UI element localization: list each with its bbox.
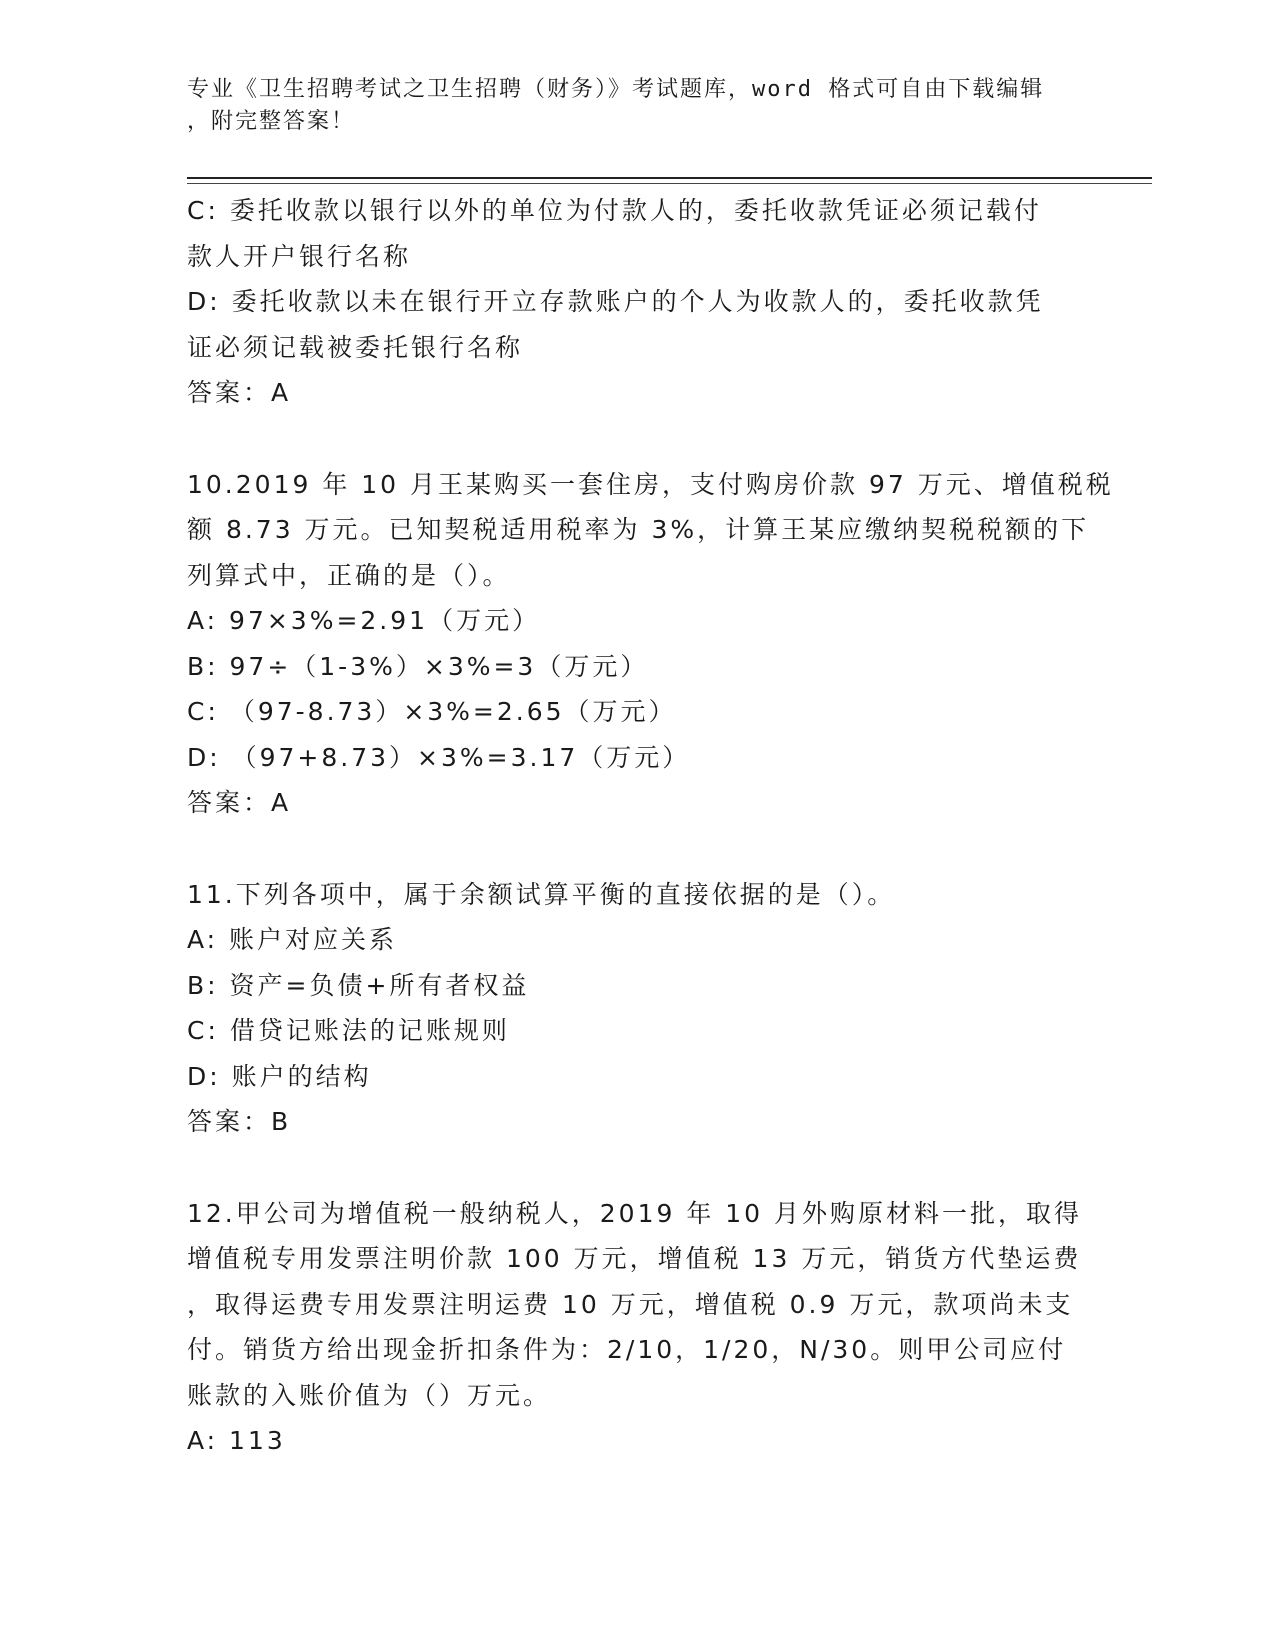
option-d: D: 账户的结构 <box>187 1061 372 1091</box>
document-body <box>187 188 1114 1464</box>
option-d-line2: 证必须记载被委托银行名称 <box>187 332 524 362</box>
question-stem-line2: 额 8.73 万元。已知契税适用税率为 3%，计算王某应缴纳契税税额的下 <box>187 515 1090 544</box>
header-divider-thick <box>187 177 1152 179</box>
option-a: A: 113 <box>187 1426 286 1455</box>
question-stem-line3: ，取得运费专用发票注明运费 10 万元，增值税 0.9 万元，款项尚未支 <box>187 1289 1074 1319</box>
header-divider-thin <box>187 183 1152 184</box>
option-b: B: 97÷（1-3%）×3%=3（万元） <box>187 651 649 681</box>
option-c-line2: 款人开户银行名称 <box>187 241 412 271</box>
option-d: D: （97+8.73）×3%=3.17（万元） <box>187 742 691 772</box>
option-a: A: 账户对应关系 <box>187 925 398 954</box>
question-stem-line4: 付。销货方给出现金折扣条件为：2/10，1/20，N/30。则甲公司应付 <box>187 1335 1067 1364</box>
option-a: A: 97×3%=2.91（万元） <box>187 606 541 635</box>
spacer <box>187 826 1087 872</box>
page-header <box>187 74 1067 138</box>
question-11 <box>187 872 1087 1145</box>
option-c: C: （97-8.73）×3%=2.65（万元） <box>187 697 677 726</box>
option-c-line1: C: 委托收款以银行以外的单位为付款人的，委托收款凭证必须记载付 <box>187 196 1042 225</box>
question-9-tail <box>187 188 1087 416</box>
question-10 <box>187 462 1114 826</box>
option-d-line1: D: 委托收款以未在银行开立存款账户的个人为收款人的，委托收款凭 <box>187 287 1044 316</box>
question-12 <box>187 1191 1087 1464</box>
header-title-line2: ，附完整答案！ <box>187 109 356 134</box>
header-title-line1: 专业《卫生招聘考试之卫生招聘（财务）》考试题库，word 格式可自由下载编辑 <box>187 77 1045 102</box>
question-stem-line2: 增值税专用发票注明价款 100 万元，增值税 13 万元，销货方代垫运费 <box>187 1244 1082 1273</box>
question-stem-line1: 10.2019 年 10 月王某购买一套住房，支付购房价款 97 万元、增值税税 <box>187 469 1114 499</box>
answer-line: 答案：B <box>187 1107 292 1136</box>
question-stem-line5: 账款的入账价值为（）万元。 <box>187 1380 552 1410</box>
answer-line: 答案：A <box>187 788 292 817</box>
question-stem-line1: 12.甲公司为增值税一般纳税人，2019 年 10 月外购原材料一批，取得 <box>187 1198 1083 1228</box>
question-stem-line3: 列算式中，正确的是（）。 <box>187 560 511 590</box>
spacer <box>187 416 1087 462</box>
spacer <box>187 1145 1087 1191</box>
question-stem-line1: 11.下列各项中，属于余额试算平衡的直接依据的是（）。 <box>187 879 896 909</box>
option-c: C: 借贷记账法的记账规则 <box>187 1016 510 1045</box>
option-b: B: 资产=负债+所有者权益 <box>187 970 530 1000</box>
answer-line: 答案：A <box>187 378 292 407</box>
